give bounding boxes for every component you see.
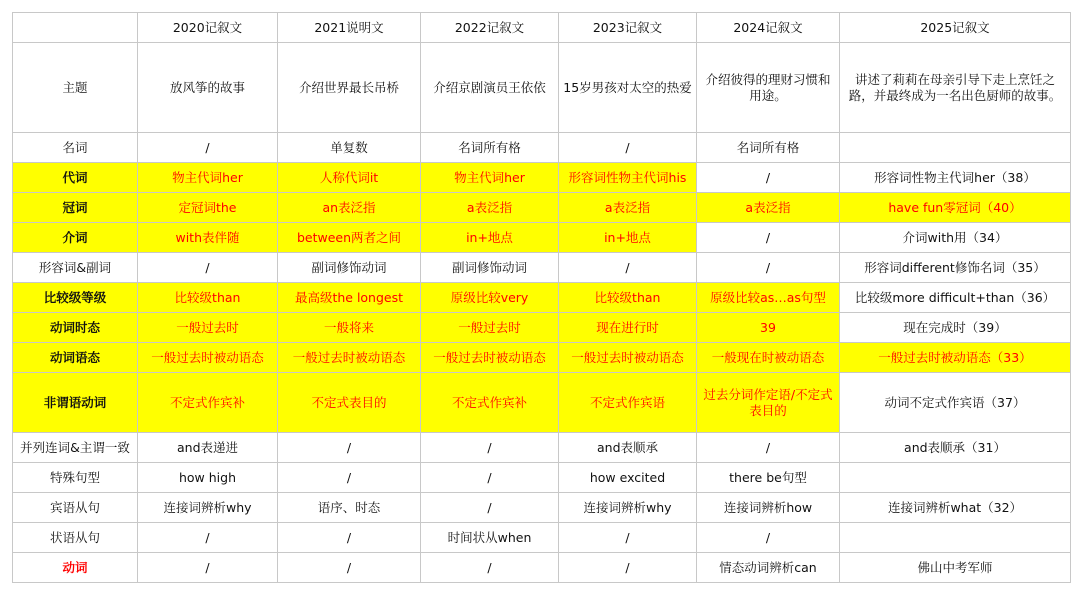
table-cell: 形容词性物主代词her（38） bbox=[840, 163, 1071, 193]
table-cell: / bbox=[421, 553, 559, 583]
table-row bbox=[13, 433, 1071, 463]
row-category-cell: 特殊句型 bbox=[13, 463, 138, 493]
year-header-cell: 2023记叙文 bbox=[559, 13, 697, 43]
table-cell: 讲述了莉莉在母亲引导下走上烹饪之路，并最终成为一名出色厨师的故事。 bbox=[840, 43, 1071, 133]
table-cell: 物主代词her bbox=[421, 163, 559, 193]
table-cell: 人称代词it bbox=[278, 163, 421, 193]
row-category-cell: 并列连词&主谓一致 bbox=[13, 433, 138, 463]
table-cell: 比较级more difficult+than（36） bbox=[840, 283, 1071, 313]
table-cell: / bbox=[559, 553, 697, 583]
table-cell: a表泛指 bbox=[697, 193, 840, 223]
table-cell: 不定式表目的 bbox=[278, 373, 421, 433]
table-cell: 介绍京剧演员王依依 bbox=[421, 43, 559, 133]
table-cell: 一般过去时 bbox=[138, 313, 278, 343]
table-cell: / bbox=[138, 523, 278, 553]
table-cell: 一般过去时被动语态（33） bbox=[840, 343, 1071, 373]
table-cell: 比较级than bbox=[559, 283, 697, 313]
row-category-cell: 动词时态 bbox=[13, 313, 138, 343]
table-cell: a表泛指 bbox=[559, 193, 697, 223]
table-row bbox=[13, 253, 1071, 283]
table-cell: and表递进 bbox=[138, 433, 278, 463]
table-cell: how high bbox=[138, 463, 278, 493]
table-cell: / bbox=[278, 553, 421, 583]
table-cell: there be句型 bbox=[697, 463, 840, 493]
table-row bbox=[13, 493, 1071, 523]
table-header-row bbox=[13, 13, 1071, 43]
row-category-cell: 介词 bbox=[13, 223, 138, 253]
table-cell: 物主代词her bbox=[138, 163, 278, 193]
row-category-cell: 动词语态 bbox=[13, 343, 138, 373]
table-cell: 不定式作宾语 bbox=[559, 373, 697, 433]
row-category-cell: 动词 bbox=[13, 553, 138, 583]
table-cell: 比较级than bbox=[138, 283, 278, 313]
table-row bbox=[13, 193, 1071, 223]
table-cell: 过去分词作定语/不定式表目的 bbox=[697, 373, 840, 433]
table-cell: 现在进行时 bbox=[559, 313, 697, 343]
table-row bbox=[13, 133, 1071, 163]
table-cell: 原级比较as…as句型 bbox=[697, 283, 840, 313]
table-cell: 介词with用（34） bbox=[840, 223, 1071, 253]
table-cell: / bbox=[421, 463, 559, 493]
table-cell: 佛山中考军师 bbox=[840, 553, 1071, 583]
row-category-cell: 形容词&副词 bbox=[13, 253, 138, 283]
table-row bbox=[13, 43, 1071, 133]
table-cell: 一般过去时被动语态 bbox=[138, 343, 278, 373]
table-cell: / bbox=[138, 253, 278, 283]
table-cell: in+地点 bbox=[559, 223, 697, 253]
table-row bbox=[13, 313, 1071, 343]
table-cell: 语序、时态 bbox=[278, 493, 421, 523]
table-cell bbox=[840, 463, 1071, 493]
table-cell: 连接词辨析how bbox=[697, 493, 840, 523]
table-row bbox=[13, 223, 1071, 253]
year-header-cell: 2021说明文 bbox=[278, 13, 421, 43]
table-cell: with表伴随 bbox=[138, 223, 278, 253]
table-cell: between两者之间 bbox=[278, 223, 421, 253]
table-cell: have fun零冠词（40） bbox=[840, 193, 1071, 223]
table-cell: 15岁男孩对太空的热爱 bbox=[559, 43, 697, 133]
table-cell: 不定式作宾补 bbox=[138, 373, 278, 433]
row-category-cell: 主题 bbox=[13, 43, 138, 133]
table-cell: 最高级the longest bbox=[278, 283, 421, 313]
table-cell: 现在完成时（39） bbox=[840, 313, 1071, 343]
table-cell: / bbox=[697, 433, 840, 463]
table-cell: how excited bbox=[559, 463, 697, 493]
header-corner-cell bbox=[13, 13, 138, 43]
table-cell: / bbox=[697, 523, 840, 553]
row-category-cell: 代词 bbox=[13, 163, 138, 193]
table-cell: 连接词辨析what（32） bbox=[840, 493, 1071, 523]
table-cell: / bbox=[278, 523, 421, 553]
table-cell: 形容词different修饰名词（35） bbox=[840, 253, 1071, 283]
table-cell: an表泛指 bbox=[278, 193, 421, 223]
table-cell: 动词不定式作宾语（37） bbox=[840, 373, 1071, 433]
table-cell: and表顺承 bbox=[559, 433, 697, 463]
row-category-cell: 比较级等级 bbox=[13, 283, 138, 313]
grammar-table-wrapper bbox=[12, 12, 1071, 583]
table-cell: 不定式作宾补 bbox=[421, 373, 559, 433]
table-cell: / bbox=[138, 553, 278, 583]
table-row bbox=[13, 163, 1071, 193]
table-cell: / bbox=[278, 463, 421, 493]
table-cell: 39 bbox=[697, 313, 840, 343]
year-header-cell: 2022记叙文 bbox=[421, 13, 559, 43]
table-row bbox=[13, 463, 1071, 493]
table-cell: 连接词辨析why bbox=[138, 493, 278, 523]
table-cell: / bbox=[559, 253, 697, 283]
year-header-cell: 2020记叙文 bbox=[138, 13, 278, 43]
table-row bbox=[13, 373, 1071, 433]
table-cell: 放风筝的故事 bbox=[138, 43, 278, 133]
table-cell: / bbox=[697, 163, 840, 193]
row-category-cell: 宾语从句 bbox=[13, 493, 138, 523]
table-cell: / bbox=[421, 493, 559, 523]
table-cell: 介绍彼得的理财习惯和用途。 bbox=[697, 43, 840, 133]
table-cell: 形容词性物主代词his bbox=[559, 163, 697, 193]
table-cell: / bbox=[559, 523, 697, 553]
table-cell: 时间状从when bbox=[421, 523, 559, 553]
table-cell: 一般过去时被动语态 bbox=[278, 343, 421, 373]
row-category-cell: 冠词 bbox=[13, 193, 138, 223]
table-cell: 单复数 bbox=[278, 133, 421, 163]
table-cell: in+地点 bbox=[421, 223, 559, 253]
table-cell: 一般过去时 bbox=[421, 313, 559, 343]
table-cell: 定冠词the bbox=[138, 193, 278, 223]
table-cell: a表泛指 bbox=[421, 193, 559, 223]
year-header-cell: 2024记叙文 bbox=[697, 13, 840, 43]
table-cell: 一般过去时被动语态 bbox=[421, 343, 559, 373]
table-cell: / bbox=[278, 433, 421, 463]
table-cell: 副词修饰动词 bbox=[421, 253, 559, 283]
table-cell: 情态动词辨析can bbox=[697, 553, 840, 583]
table-cell: 介绍世界最长吊桥 bbox=[278, 43, 421, 133]
table-row bbox=[13, 283, 1071, 313]
table-cell: / bbox=[697, 253, 840, 283]
table-cell: / bbox=[421, 433, 559, 463]
table-row bbox=[13, 343, 1071, 373]
table-cell: 一般过去时被动语态 bbox=[559, 343, 697, 373]
table-cell: and表顺承（31） bbox=[840, 433, 1071, 463]
row-category-cell: 状语从句 bbox=[13, 523, 138, 553]
table-row bbox=[13, 553, 1071, 583]
table-cell: / bbox=[559, 133, 697, 163]
table-cell: 连接词辨析why bbox=[559, 493, 697, 523]
row-category-cell: 非谓语动词 bbox=[13, 373, 138, 433]
year-header-cell: 2025记叙文 bbox=[840, 13, 1071, 43]
table-cell: 一般将来 bbox=[278, 313, 421, 343]
table-cell: / bbox=[697, 223, 840, 253]
table-cell: 一般现在时被动语态 bbox=[697, 343, 840, 373]
table-cell: 名词所有格 bbox=[697, 133, 840, 163]
table-cell bbox=[840, 523, 1071, 553]
table-cell: 副词修饰动词 bbox=[278, 253, 421, 283]
table-cell: 原级比较very bbox=[421, 283, 559, 313]
table-cell: 名词所有格 bbox=[421, 133, 559, 163]
row-category-cell: 名词 bbox=[13, 133, 138, 163]
table-cell: / bbox=[138, 133, 278, 163]
grammar-comparison-table bbox=[12, 12, 1071, 583]
table-row bbox=[13, 523, 1071, 553]
table-cell bbox=[840, 133, 1071, 163]
